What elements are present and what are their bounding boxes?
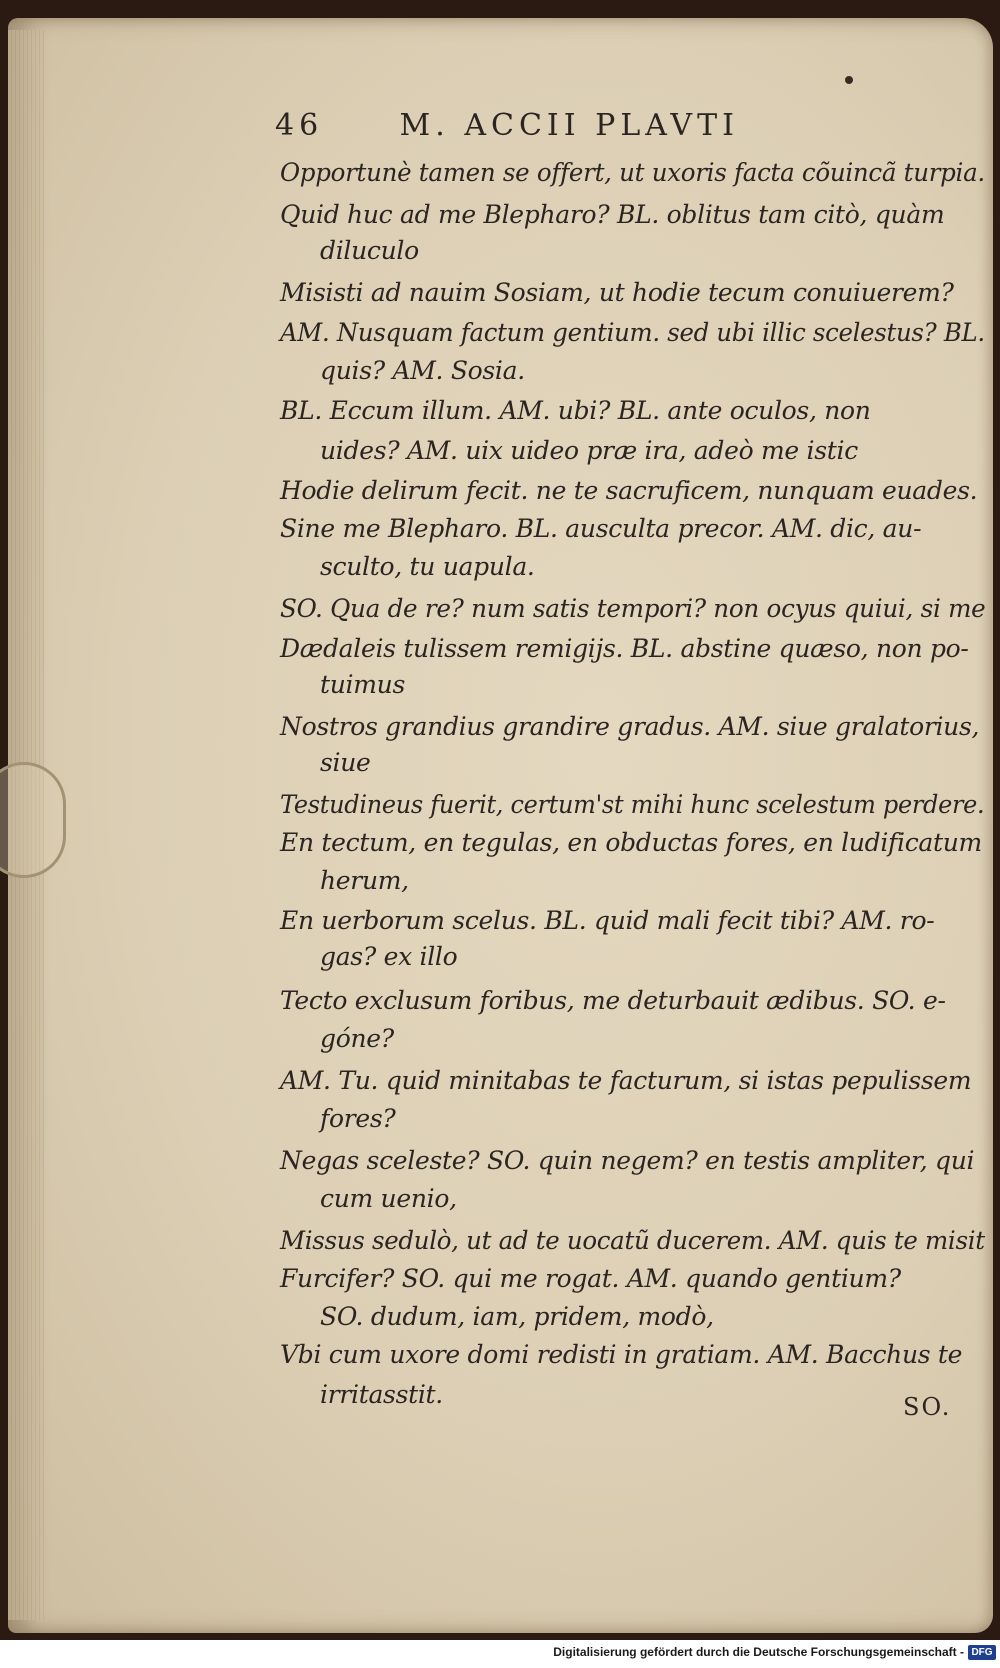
text-line: Nostros grandius grandire gradus. AM. siue gralatorius, bbox=[280, 712, 980, 741]
text-line: diluculo bbox=[320, 236, 419, 265]
text-line: cum uenio, bbox=[320, 1184, 457, 1213]
text-line: Testudineus fuerit, certum'st mihi hunc scelestum perdere. bbox=[280, 790, 985, 819]
text-line: SO. dudum, iam, pridem, modò, bbox=[320, 1302, 714, 1331]
text-line: SO. Qua de re? num satis tempori? non ocyus quiui, si me bbox=[280, 594, 986, 623]
ink-speck bbox=[845, 76, 853, 84]
text-line: uides? AM. uix uideo præ ira, adeò me istic bbox=[320, 436, 858, 465]
text-line: siue bbox=[320, 748, 371, 777]
running-head bbox=[275, 108, 815, 143]
text-line: quis? AM. Sosia. bbox=[320, 356, 525, 385]
text-line: sculto, tu uapula. bbox=[320, 552, 535, 581]
page-title: M. ACCII PLAVTI bbox=[399, 108, 739, 143]
catchword: SO. bbox=[903, 1393, 952, 1421]
text-line: Furcifer? SO. qui me rogat. AM. quando gentium? bbox=[280, 1264, 901, 1293]
page-clip bbox=[0, 762, 66, 878]
text-line: Tecto exclusum foribus, me deturbauit ædibus. SO. e- bbox=[280, 986, 946, 1015]
text-line: herum, bbox=[320, 866, 409, 895]
text-line: Sine me Blepharo. BL. ausculta precor. AM. dic, au- bbox=[280, 514, 922, 543]
paper-page bbox=[8, 18, 993, 1633]
text-line: Negas sceleste? SO. quin negem? en testis ampliter, qui bbox=[280, 1146, 975, 1175]
text-line: Dædaleis tulissem remigijs. BL. abstine quæso, non po- bbox=[280, 634, 969, 663]
text-line: tuimus bbox=[320, 670, 405, 699]
text-line: En tectum, en tegulas, en obductas fores, en ludificatum bbox=[280, 828, 982, 857]
page-number: 46 bbox=[275, 108, 324, 143]
funding-credit: Digitalisierung gefördert durch die Deutsche Forschungsgemeinschaft - bbox=[553, 1645, 964, 1659]
text-line: Opportunè tamen se offert, ut uxoris facta cõuincã turpia. bbox=[280, 158, 985, 187]
digitization-footer bbox=[0, 1640, 1000, 1668]
dfg-logo-icon: DFG bbox=[968, 1645, 996, 1660]
text-line: gas? ex illo bbox=[320, 942, 458, 971]
text-line: Misisti ad nauim Sosiam, ut hodie tecum conuiuerem? bbox=[280, 278, 954, 307]
text-line: góne? bbox=[320, 1024, 394, 1053]
text-line: AM. Nusquam factum gentium. sed ubi illic scelestus? BL. bbox=[280, 318, 985, 347]
text-line: BL. Eccum illum. AM. ubi? BL. ante oculos, non bbox=[280, 396, 871, 425]
text-line: irritasstit. bbox=[320, 1380, 443, 1409]
text-line: En uerborum scelus. BL. quid mali fecit tibi? AM. ro- bbox=[280, 906, 935, 935]
text-line: Missus sedulò, ut ad te uocatũ ducerem. AM. quis te misit bbox=[280, 1226, 985, 1255]
text-line: Hodie delirum fecit. ne te sacruficem, nunquam euades. bbox=[280, 476, 978, 505]
text-line: fores? bbox=[320, 1104, 396, 1133]
text-line: AM. Tu. quid minitabas te facturum, si istas pepulissem bbox=[280, 1066, 972, 1095]
text-line: Quid huc ad me Blepharo? BL. oblitus tam citò, quàm bbox=[280, 200, 945, 229]
text-line: Vbi cum uxore domi redisti in gratiam. AM. Bacchus te bbox=[280, 1340, 963, 1369]
